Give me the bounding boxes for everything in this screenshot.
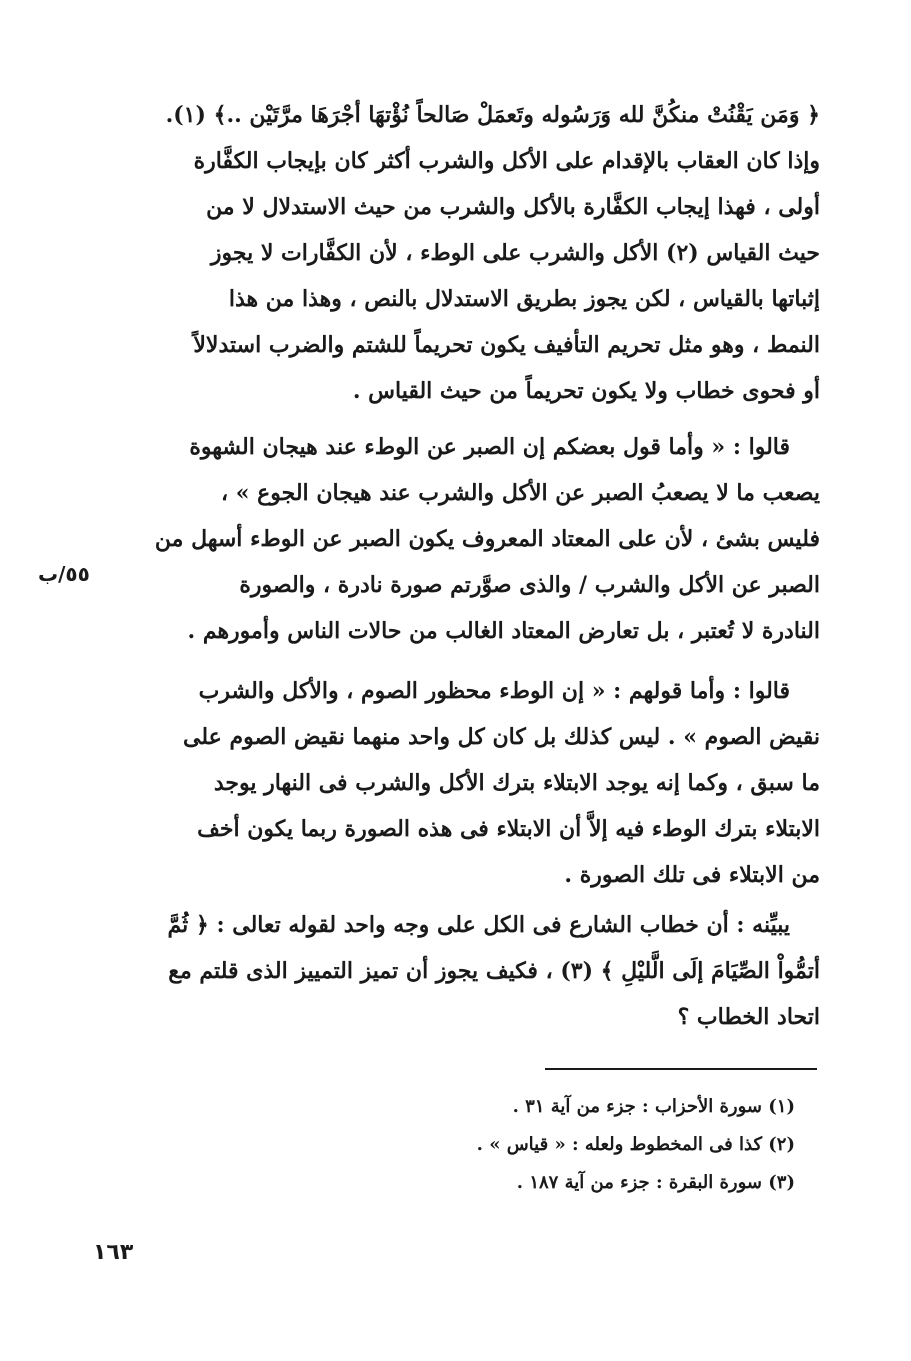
footnote-divider <box>545 1068 817 1070</box>
text-line: حيث القياس (٢) الأكل والشرب على الوطء ، لأن الكفَّارات لا يجوز <box>210 240 820 266</box>
text-line: ﴿ وَمَن يَقْنُتْ منكُنَّ لله وَرَسُوله وتَعمَلْ صَالحاً نُؤْتهَا أجْرَهَا مرَّتَيْن ..﴾ (١). <box>165 102 820 128</box>
text-line: أولى ، فهذا إيجاب الكفَّارة بالأكل والشرب من حيث الاستدلال لا من <box>206 194 820 220</box>
footnotes <box>360 1088 795 1202</box>
text-line: نقيض الصوم » . ليس كذلك بل كان كل واحد منهما نقيض الصوم على <box>183 724 820 750</box>
page-number: ١٦٣ <box>93 1240 134 1265</box>
text-line: وإذا كان العقاب بالإقدام على الأكل والشرب أكثر كان بإيجاب الكفَّارة <box>193 148 820 174</box>
footnote-3: (٣) سورة البقرة : جزء من آية ١٨٧ . <box>516 1172 795 1193</box>
text-line: فليس بشئ ، لأن على المعتاد المعروف يكون الصبر عن الوطء أسهل من <box>154 526 820 552</box>
footnote-2: (٢) كذا فى المخطوط ولعله : « قياس » . <box>476 1134 795 1155</box>
manuscript-folio-marker: ٥٥/ب <box>38 562 90 586</box>
text-line: أتمُّواْ الصِّيَامَ إلَى الَّليْلِ ﴾ (٣) ، فكيف يجوز أن تميز التمييز الذى قلتم مع <box>168 958 820 984</box>
text-line: يصعب ما لا يصعبُ الصبر عن الأكل والشرب عند هيجان الجوع » ، <box>220 480 820 506</box>
text-line: الابتلاء بترك الوطء فيه إلاَّ أن الابتلاء فى هذه الصورة ربما يكون أخف <box>197 816 820 842</box>
text-line: قالوا : وأما قولهم : « إن الوطء محظور الصوم ، والأكل والشرب <box>198 678 790 704</box>
paragraph-1 <box>100 92 820 414</box>
paragraph-3 <box>100 668 820 898</box>
text-line: قالوا : « وأما قول بعضكم إن الصبر عن الوطء عند هيجان الشهوة <box>189 434 790 460</box>
text-line: أو فحوى خطاب ولا يكون تحريماً من حيث القياس . <box>352 378 820 404</box>
text-line: النمط ، وهو مثل تحريم التأفيف يكون تحريماً للشتم والضرب استدلالاً <box>193 332 820 358</box>
text-line: يبيِّنه : أن خطاب الشارع فى الكل على وجه واحد لقوله تعالى : ﴿ ثُمَّ <box>167 912 790 938</box>
paragraph-4 <box>100 902 820 1040</box>
text-line: من الابتلاء فى تلك الصورة . <box>564 862 820 888</box>
text-line: النادرة لا تُعتبر ، بل تعارض المعتاد الغالب من حالات الناس وأمورهم . <box>187 618 820 644</box>
text-line: ما سبق ، وكما إنه يوجد الابتلاء بترك الأكل والشرب فى النهار يوجد <box>213 770 820 796</box>
footnote-1: (١) سورة الأحزاب : جزء من آية ٣١ . <box>512 1096 795 1117</box>
text-line: إثباتها بالقياس ، لكن يجوز بطريق الاستدلال بالنص ، وهذا من هذا <box>228 286 820 312</box>
paragraph-2 <box>100 424 820 654</box>
text-line: الصبر عن الأكل والشرب / والذى صوَّرتم صورة نادرة ، والصورة <box>239 572 820 598</box>
text-line: اتحاد الخطاب ؟ <box>677 1004 820 1030</box>
